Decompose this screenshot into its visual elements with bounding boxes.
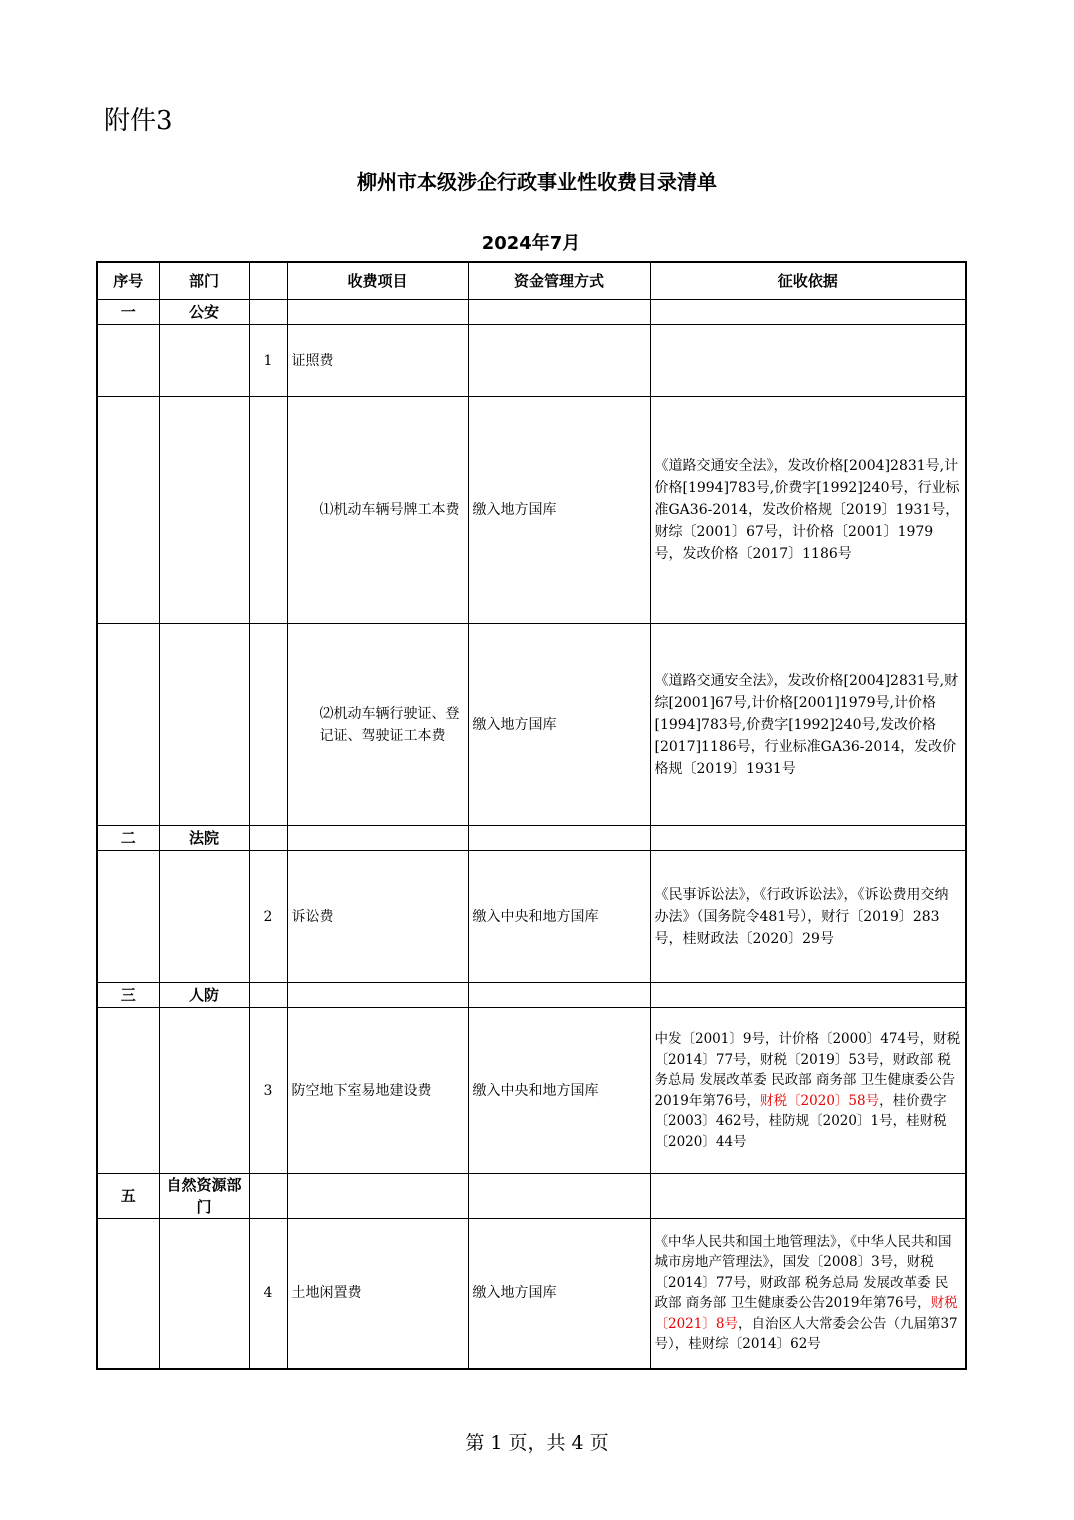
item-number: 3 bbox=[249, 1008, 287, 1174]
document-date: 2024年7月 bbox=[481, 233, 581, 254]
table-header-row bbox=[97, 262, 966, 300]
category-dept: 法院 bbox=[159, 826, 249, 851]
table-row bbox=[97, 624, 966, 826]
legal-basis-highlight: 财税〔2020〕58号 bbox=[760, 1092, 880, 1109]
header-seq: 序号 bbox=[97, 262, 159, 300]
category-dept: 人防 bbox=[159, 983, 249, 1008]
fee-catalog-table bbox=[96, 261, 967, 1370]
table-row-category bbox=[97, 300, 966, 325]
header-fee-item: 收费项目 bbox=[287, 262, 468, 300]
category-seq: 五 bbox=[97, 1174, 159, 1219]
category-seq: 三 bbox=[97, 983, 159, 1008]
item-number: 1 bbox=[249, 325, 287, 397]
category-dept: 公安 bbox=[159, 300, 249, 325]
category-dept: 自然资源部门 bbox=[159, 1174, 249, 1219]
legal-basis bbox=[650, 1219, 966, 1369]
table-row bbox=[97, 1008, 966, 1174]
legal-basis: 《道路交通安全法》，发改价格[2004]2831号,计价格[1994]783号,价费字[1992]240号，行业标准GA36-2014，发改价格规〔2019〕1931号，财综〔2001〕67号，计价格〔2001〕1979号，发改价格〔2017〕1186号 bbox=[650, 397, 966, 624]
legal-basis-text: 中发〔2001〕9号，计价格〔2000〕474号，财税〔2014〕77号，财税〔2019〕53号，财政部 税务总局 发展改革委 民政部 商务部 卫生健康委公告2019年第76号， bbox=[654, 1031, 961, 1109]
legal-basis: 《民事诉讼法》，《行政诉讼法》，《诉讼费用交纳办法》（国务院令481号），财行〔2019〕283号，桂财政法〔2020〕29号 bbox=[650, 851, 966, 983]
page-footer: 第 1 页，共 4 页 bbox=[465, 1432, 609, 1454]
item-number: 2 bbox=[249, 851, 287, 983]
fee-item-name: ⑴机动车辆号牌工本费 bbox=[287, 397, 468, 624]
header-num bbox=[249, 262, 287, 300]
fee-item-name: 证照费 bbox=[287, 325, 468, 397]
table-row bbox=[97, 851, 966, 983]
fee-item-name: 土地闲置费 bbox=[287, 1219, 468, 1369]
legal-basis-highlight: 财税〔2021〕8号 bbox=[654, 1295, 958, 1332]
attachment-label: 附件3 bbox=[104, 106, 173, 136]
legal-basis bbox=[650, 1008, 966, 1174]
fee-item-name: 防空地下室易地建设费 bbox=[287, 1008, 468, 1174]
table-row-category bbox=[97, 1174, 966, 1219]
fund-management: 缴入地方国库 bbox=[468, 1219, 650, 1369]
category-seq: 一 bbox=[97, 300, 159, 325]
fund-management: 缴入中央和地方国库 bbox=[468, 1008, 650, 1174]
table-row-category bbox=[97, 826, 966, 851]
fund-management: 缴入地方国库 bbox=[468, 624, 650, 826]
fund-management: 缴入地方国库 bbox=[468, 397, 650, 624]
fund-management: 缴入中央和地方国库 bbox=[468, 851, 650, 983]
category-seq: 二 bbox=[97, 826, 159, 851]
header-fund-management: 资金管理方式 bbox=[468, 262, 650, 300]
table-row bbox=[97, 397, 966, 624]
item-number: 4 bbox=[249, 1219, 287, 1369]
legal-basis-text: ，自治区人大常委会公告（九届第37号），桂财综〔2014〕62号 bbox=[654, 1315, 958, 1353]
legal-basis: 《道路交通安全法》，发改价格[2004]2831号,财综[2001]67号,计价格[2001]1979号,计价格[1994]783号,价费字[1992]240号,发改价格[2017]1186号，行业标准GA36-2014，发改价格规〔2019〕1931号 bbox=[650, 624, 966, 826]
fee-item-name: ⑵机动车辆行驶证、登记证、驾驶证工本费 bbox=[287, 624, 468, 826]
fee-item-name: 诉讼费 bbox=[287, 851, 468, 983]
table-row bbox=[97, 1219, 966, 1369]
legal-basis-text: 《中华人民共和国土地管理法》，《中华人民共和国城市房地产管理法》，国发〔2008〕3号，财税〔2014〕77号，财政部 税务总局 发展改革委 民政部 商务部 卫生健康委公告2019年第76号， bbox=[654, 1233, 952, 1312]
document-title: 柳州市本级涉企行政事业性收费目录清单 bbox=[357, 170, 717, 194]
table-row-category bbox=[97, 983, 966, 1008]
header-dept: 部门 bbox=[159, 262, 249, 300]
table-row bbox=[97, 325, 966, 397]
header-legal-basis: 征收依据 bbox=[650, 262, 966, 300]
legal-basis-text: ，桂价费字〔2003〕462号，桂防规〔2020〕1号，桂财税〔2020〕44号 bbox=[654, 1092, 947, 1150]
